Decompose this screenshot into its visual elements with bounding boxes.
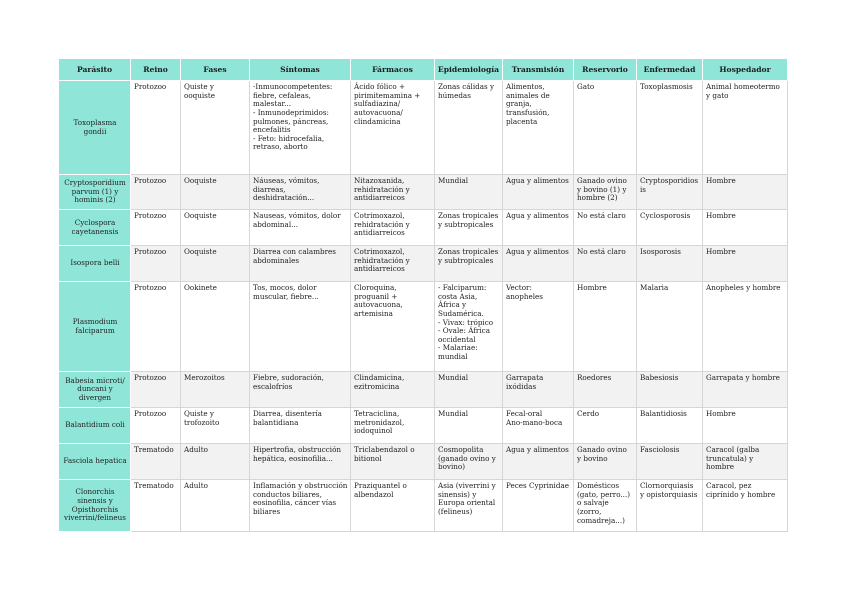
cell-kingdom: Trematodo	[131, 444, 181, 480]
column-header-epidemiology: Epidemiología	[435, 59, 503, 81]
cell-epidemiology: Mundial	[435, 175, 503, 210]
cell-symptoms: Nauseas, vómitos, dolor abdominal...	[250, 210, 351, 246]
cell-host: Hombre	[703, 210, 788, 246]
column-header-drugs: Fármacos	[351, 59, 435, 81]
column-header-kingdom: Reino	[131, 59, 181, 81]
table-row	[59, 282, 788, 372]
cell-transmission: Peces Cyprinidae	[503, 480, 574, 532]
cell-epidemiology: Asia (viverrini y sinensis) y Europa oriental (felineus)	[435, 480, 503, 532]
cell-epidemiology: Mundial	[435, 372, 503, 408]
cell-disease: Isosporosis	[637, 246, 703, 282]
cell-phases: Ookinete	[181, 282, 250, 372]
column-header-phases: Fases	[181, 59, 250, 81]
cell-disease: Cyclosporosis	[637, 210, 703, 246]
cell-drugs: Cotrimoxazol, rehidratación y antidiarreicos	[351, 246, 435, 282]
cell-transmission: Agua y alimentos	[503, 246, 574, 282]
column-header-host: Hospedador	[703, 59, 788, 81]
cell-parasite: Babesia microti/ duncani y divergen	[59, 372, 131, 408]
cell-symptoms: Diarrea, disentería balantidiana	[250, 408, 351, 444]
cell-phases: Merozoitos	[181, 372, 250, 408]
cell-disease: Malaria	[637, 282, 703, 372]
cell-transmission: Alimentos, animales de granja, transfusión, placenta	[503, 81, 574, 175]
column-header-parasite: Parásito	[59, 59, 131, 81]
cell-host: Animal homeotermo y gato	[703, 81, 788, 175]
cell-phases: Adulto	[181, 444, 250, 480]
cell-host: Caracol (galba truncatula) y hombre	[703, 444, 788, 480]
cell-symptoms: Náuseas, vómitos, diarreas, deshidratación...	[250, 175, 351, 210]
cell-drugs: Cloroquina, proguanil + autovacuona, artemisina	[351, 282, 435, 372]
cell-reservoir: Domésticos (gato, perro...) o salvaje (zorro, comadreja...)	[574, 480, 637, 532]
cell-reservoir: No está claro	[574, 210, 637, 246]
cell-epidemiology: Mundial	[435, 408, 503, 444]
cell-drugs: Nitazoxanida, rehidratación y antidiarreicos	[351, 175, 435, 210]
cell-kingdom: Protozoo	[131, 246, 181, 282]
cell-parasite: Clonorchis sinensis y Opisthorchis viverrini/felineus	[59, 480, 131, 532]
cell-reservoir: Hombre	[574, 282, 637, 372]
column-header-transmission: Transmisión	[503, 59, 574, 81]
cell-phases: Ooquiste	[181, 210, 250, 246]
parasite-table	[58, 58, 788, 532]
cell-kingdom: Protozoo	[131, 408, 181, 444]
cell-disease: Toxoplasmosis	[637, 81, 703, 175]
cell-parasite: Toxoplasma gondii	[59, 81, 131, 175]
cell-reservoir: Ganado ovino y bovino (1) y hombre (2)	[574, 175, 637, 210]
cell-parasite: Fasciola hepatica	[59, 444, 131, 480]
cell-epidemiology: Cosmopolita (ganado ovino y bovino)	[435, 444, 503, 480]
cell-symptoms: Fiebre, sudoración, escalofríos	[250, 372, 351, 408]
cell-kingdom: Protozoo	[131, 372, 181, 408]
cell-phases: Ooquiste	[181, 246, 250, 282]
cell-reservoir: Gato	[574, 81, 637, 175]
cell-reservoir: Ganado ovino y bovino	[574, 444, 637, 480]
table-row	[59, 210, 788, 246]
cell-reservoir: Cerdo	[574, 408, 637, 444]
cell-kingdom: Protozoo	[131, 175, 181, 210]
cell-transmission: Vector: anopheles	[503, 282, 574, 372]
cell-transmission: Agua y alimentos	[503, 210, 574, 246]
cell-phases: Adulto	[181, 480, 250, 532]
cell-kingdom: Protozoo	[131, 282, 181, 372]
cell-drugs: Praziquantel o albendazol	[351, 480, 435, 532]
cell-transmission: Agua y alimentos	[503, 444, 574, 480]
table-row	[59, 246, 788, 282]
cell-parasite: Cryptosporidium parvum (1) y hominis (2)	[59, 175, 131, 210]
cell-symptoms: -Inmunocompetentes: fiebre, cefaleas, malestar... - Inmunodeprimidos: pulmones, páncreas, encefalitis - Feto: hidrocefalia, retraso, aborto	[250, 81, 351, 175]
cell-phases: Ooquiste	[181, 175, 250, 210]
cell-symptoms: Diarrea con calambres abdominales	[250, 246, 351, 282]
cell-kingdom: Protozoo	[131, 81, 181, 175]
cell-reservoir: No está claro	[574, 246, 637, 282]
cell-disease: Clornorquiasis y opistorquiasis	[637, 480, 703, 532]
cell-epidemiology: Zonas tropicales y subtropicales	[435, 246, 503, 282]
cell-symptoms: Tos, mocos, dolor muscular, fiebre...	[250, 282, 351, 372]
cell-epidemiology: - Falciparum: costa Asia, África y Sudamérica. - Vivax: trópico - Ovale: África occidental - Malariae: mundial	[435, 282, 503, 372]
cell-drugs: Ácido fólico + pirimitemamina + sulfadiazina/ autovacuona/ clindamicina	[351, 81, 435, 175]
cell-phases: Quiste y ooquiste	[181, 81, 250, 175]
cell-transmission: Agua y alimentos	[503, 175, 574, 210]
cell-parasite: Balantidium coli	[59, 408, 131, 444]
cell-drugs: Triclabendazol o bitionol	[351, 444, 435, 480]
table-row	[59, 81, 788, 175]
cell-host: Anopheles y hombre	[703, 282, 788, 372]
cell-host: Garrapata y hombre	[703, 372, 788, 408]
cell-parasite: Plasmodium falciparum	[59, 282, 131, 372]
cell-disease: Fasciolosis	[637, 444, 703, 480]
cell-phases: Quiste y trofozoito	[181, 408, 250, 444]
cell-epidemiology: Zonas tropicales y subtropicales	[435, 210, 503, 246]
cell-transmission: Garrapata ixódidas	[503, 372, 574, 408]
cell-host: Hombre	[703, 408, 788, 444]
cell-kingdom: Trematodo	[131, 480, 181, 532]
table-header-row	[59, 59, 788, 81]
column-header-disease: Enfermedad	[637, 59, 703, 81]
cell-parasite: Cyclospora cayetanensis	[59, 210, 131, 246]
table-row	[59, 372, 788, 408]
cell-drugs: Tetraciclina, metronidazol, iodoquinol	[351, 408, 435, 444]
table-row	[59, 175, 788, 210]
table-row	[59, 480, 788, 532]
cell-transmission: Fecal-oral Ano-mano-boca	[503, 408, 574, 444]
cell-symptoms: Hipertrofia, obstrucción hepática, eosinofilia...	[250, 444, 351, 480]
cell-disease: Cryptosporidios is	[637, 175, 703, 210]
column-header-symptoms: Síntomas	[250, 59, 351, 81]
cell-disease: Babesiosis	[637, 372, 703, 408]
cell-kingdom: Protozoo	[131, 210, 181, 246]
cell-epidemiology: Zonas cálidas y húmedas	[435, 81, 503, 175]
cell-host: Hombre	[703, 175, 788, 210]
cell-host: Caracol, pez ciprínido y hombre	[703, 480, 788, 532]
table-row	[59, 444, 788, 480]
column-header-reservoir: Reservorio	[574, 59, 637, 81]
cell-drugs: Clindamicina, ezitromicina	[351, 372, 435, 408]
cell-symptoms: Inflamación y obstrucción conductos biliares, eosinofilia, cáncer vías biliares	[250, 480, 351, 532]
cell-reservoir: Roedores	[574, 372, 637, 408]
table-body	[59, 81, 788, 532]
cell-drugs: Cotrimoxazol, rehidratación y antidiarreicos	[351, 210, 435, 246]
table-row	[59, 408, 788, 444]
cell-parasite: Isospora belli	[59, 246, 131, 282]
cell-host: Hombre	[703, 246, 788, 282]
cell-disease: Balantidiosis	[637, 408, 703, 444]
